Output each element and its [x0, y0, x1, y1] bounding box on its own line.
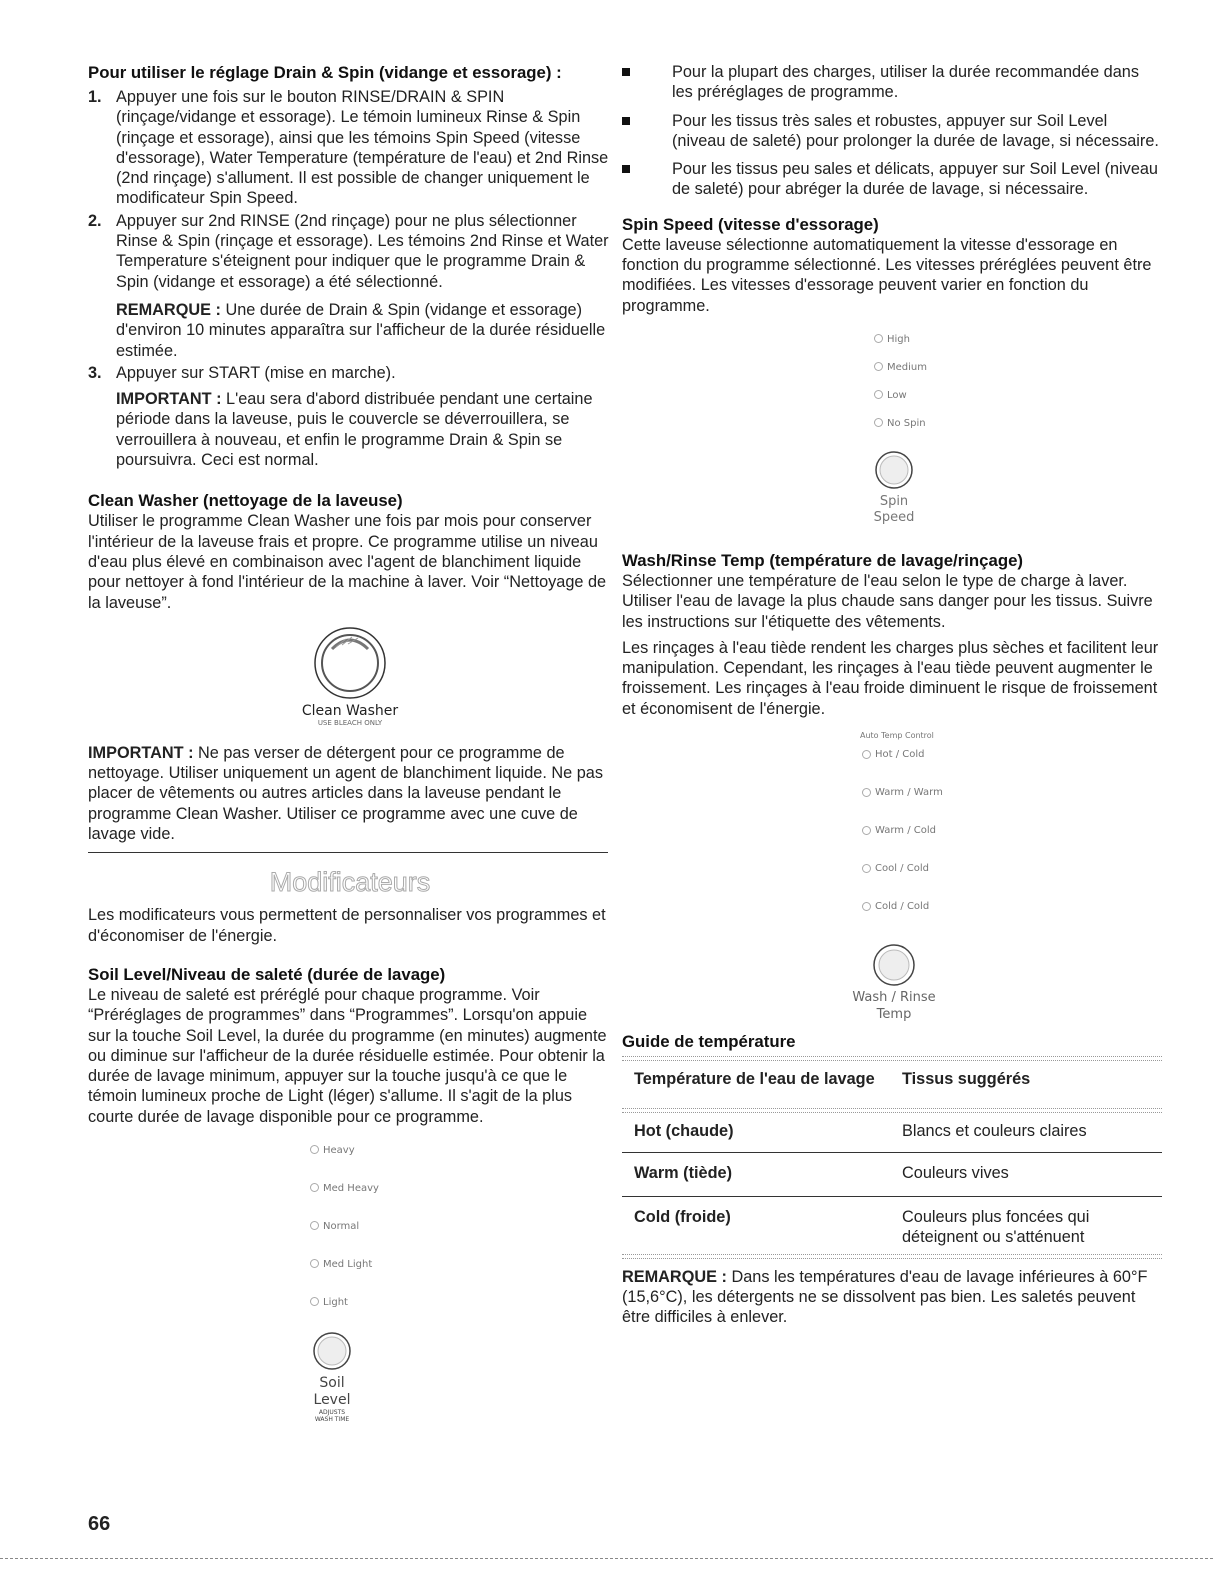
soil-level-heading: Soil Level/Niveau de saleté (durée de lavage): [88, 964, 446, 984]
indicator-light-icon: [310, 1183, 319, 1192]
table-bottom-rule: [622, 1254, 1162, 1259]
modificateurs-title: Modificateurs: [269, 867, 431, 898]
clean-washer-knob-label: Clean Washer: [301, 702, 399, 719]
important-label: IMPORTANT :: [88, 743, 194, 762]
soil-level-knob-label: Soil Level ADJUSTS WASH TIME: [313, 1374, 351, 1423]
soil-level-option: Light: [310, 1297, 379, 1327]
soil-level-tips: [622, 62, 1162, 200]
indicator-light-icon: [874, 418, 883, 427]
table-cell-fabric: Couleurs plus foncées qui déteignent ou s'atténuent: [902, 1207, 1090, 1247]
indicator-light-icon: [862, 750, 871, 759]
table-cell-temp: Cold (froide): [634, 1207, 731, 1226]
wash-temp-option: Cool / Cold: [862, 863, 943, 901]
soil-level-text: Le niveau de saleté est préréglé pour chaque programme. Voir “Préréglages de programmes” dans “Programmes”. Lorsqu'on appuie sur la touche Soil Level, la durée du programme (en minutes) augmente ou diminue sur l'afficheur de la durée résiduelle estimée. Pour obtenir la durée de lavage minimum, appuyer sur la touche jusqu'à ce que le témoin lumineux proche de Light (léger) s'allume. Il s'agit de la plus courte durée de lavage disponible pour ce programme.: [88, 985, 607, 1126]
wash-rinse-knob-label: Wash / Rinse Temp: [852, 990, 936, 1023]
indicator-light-icon: [874, 334, 883, 343]
spin-speed-option: Medium: [874, 362, 927, 390]
wash-rinse-list: [862, 749, 943, 931]
indicator-light-icon: [862, 826, 871, 835]
wash-rinse-figure: [622, 731, 1162, 1031]
table-row: [622, 1197, 1162, 1254]
spin-speed-text: Cette laveuse sélectionne automatiquement la vitesse d'essorage en fonction du programme sélectionné. Les vitesses préréglées peuvent être modifiées. Les vitesses d'essorage peuvent varier en fonction du programme.: [622, 235, 1152, 315]
table-cell-temp: Warm (tiède): [634, 1164, 732, 1183]
right-column: [622, 62, 1162, 1327]
auto-temp-control-label: Auto Temp Control: [860, 731, 934, 741]
step-3: [88, 363, 612, 470]
soil-level-option: Med Heavy: [310, 1183, 379, 1221]
wash-rinse-heading: Wash/Rinse Temp (température de lavage/rinçage): [622, 550, 1024, 570]
soil-level-option: Normal: [310, 1221, 379, 1259]
note-text: Une durée de Drain & Spin (vidange et essorage) d'environ 10 minutes apparaîtra sur l'afficheur de la durée résiduelle estimée.: [116, 300, 606, 360]
list-item: Pour la plupart des charges, utiliser la durée recommandée dans les préréglages de programme.: [622, 62, 1162, 103]
step-2: [88, 211, 612, 361]
wash-temp-option: Warm / Warm: [862, 787, 943, 825]
spin-speed-figure: [622, 324, 1162, 544]
indicator-light-icon: [310, 1221, 319, 1230]
clean-washer-text: Utiliser le programme Clean Washer une fois par mois pour conserver l'intérieur de la laveuse frais et propre. Ce programme utilise un niveau d'eau plus élevé en combinaison avec l'agent de blanchiment liquide pour nettoyer à fond l'intérieur de la machine à laver. Voir “Nettoyage de la laveuse”.: [88, 512, 607, 612]
indicator-light-icon: [862, 902, 871, 911]
step-1: [88, 87, 612, 209]
indicator-light-icon: [874, 362, 883, 371]
soil-level-figure: [88, 1137, 612, 1437]
step-text: Appuyer sur START (mise en marche).: [116, 363, 396, 382]
step-number: 2.: [88, 211, 102, 230]
clean-washer-heading: Clean Washer (nettoyage de la laveuse): [88, 491, 403, 511]
clean-washer-knob-sublabel: USE BLEACH ONLY: [317, 718, 383, 727]
note-label: REMARQUE :: [622, 1267, 727, 1286]
spin-speed-knob-label: Spin Speed: [873, 493, 915, 525]
bottom-rule: [0, 1558, 1213, 1559]
table-row: [622, 1153, 1162, 1196]
indicator-light-icon: [310, 1145, 319, 1154]
list-item: Pour les tissus peu sales et délicats, appuyer sur Soil Level (niveau de saleté) pour abréger la durée de lavage, si nécessaire.: [622, 159, 1162, 200]
spin-speed-knob-icon: [874, 450, 914, 490]
spin-speed-option: No Spin: [874, 418, 927, 446]
clean-washer-knob-figure: [88, 625, 612, 727]
table-cell-fabric: Couleurs vives: [902, 1164, 1009, 1183]
drain-spin-steps: [88, 87, 612, 470]
note-text: Dans les températures d'eau de lavage inférieures à 60°F (15,6°C), les détergents ne se dissolvent pas bien. Les saletés peuvent être difficiles à enlever.: [622, 1267, 1148, 1327]
step-number: 1.: [88, 88, 102, 106]
note-text: L'eau sera d'abord distribuée pendant une certaine période dans la laveuse, puis le couvercle se déverrouillera, se verrouillera à nouveau, et enfin le programme Drain & Spin se poursuivra. Ceci est normal.: [116, 390, 593, 470]
step-number: 3.: [88, 363, 102, 382]
temperature-guide-table: [622, 1069, 1162, 1259]
table-header-row: [622, 1069, 1162, 1108]
table-cell-temp: Hot (chaude): [634, 1121, 734, 1140]
note-label: REMARQUE :: [116, 300, 221, 319]
modificateurs-intro: Les modificateurs vous permettent de personnaliser vos programmes et d'économiser de l'énergie.: [88, 906, 606, 945]
clean-washer-knob-icon: [312, 625, 388, 701]
table-cell-fabric: Blancs et couleurs claires: [902, 1121, 1087, 1140]
indicator-light-icon: [310, 1259, 319, 1268]
spin-speed-heading: Spin Speed (vitesse d'essorage): [622, 214, 879, 234]
drain-spin-heading: Pour utiliser le réglage Drain & Spin (vidange et essorage) :: [88, 63, 562, 82]
table-row: [622, 1113, 1162, 1153]
table-header-fabric: Tissus suggérés: [902, 1070, 1031, 1089]
step-note: [116, 300, 612, 361]
wash-rinse-text-2: Les rinçages à l'eau tiède rendent les charges plus sèches et facilitent leur manipulation. Cependant, les rinçages à l'eau tiède peuvent augmenter le froissement. Les rinçages à l'eau froide diminuent le risque de froissement et économisent de l'énergie.: [622, 638, 1159, 718]
soil-level-option: Med Light: [310, 1259, 379, 1297]
step-text: Appuyer une fois sur le bouton RINSE/DRAIN & SPIN (rinçage/vidange et essorage). Le témoin lumineux Rinse & Spin (rinçage et essorage), ainsi que les témoins Spin Speed (vitesse d'essorage), Water Temperature (température de l'eau) et 2nd Rinse (2nd rinçage) s'allument. Il est possible de changer uniquement le modificateur Spin Speed.: [116, 88, 609, 208]
step-note: [116, 389, 612, 470]
note-label: IMPORTANT :: [116, 390, 222, 409]
list-item: Pour les tissus très sales et robustes, appuyer sur Soil Level (niveau de saleté) pour prolonger la durée de lavage, si nécessaire.: [622, 111, 1162, 152]
spin-speed-option: Low: [874, 390, 927, 418]
soil-level-option: Heavy: [310, 1145, 379, 1183]
wash-rinse-knob-icon: [872, 943, 916, 987]
wash-temp-option: Hot / Cold: [862, 749, 943, 787]
soil-level-list: [310, 1145, 379, 1327]
indicator-light-icon: [862, 864, 871, 873]
soil-level-knob-icon: [312, 1331, 352, 1371]
wash-rinse-text-1: Sélectionner une température de l'eau selon le type de charge à laver. Utiliser l'eau de lavage la plus chaude sans danger pour les tissus. Suivre les instructions sur l'étiquette des vêtements.: [622, 571, 1153, 631]
table-header-temp: Température de l'eau de lavage: [634, 1070, 875, 1089]
guide-top-rule: [622, 1056, 1162, 1061]
wash-temp-option: Cold / Cold: [862, 901, 943, 931]
section-divider: [88, 852, 608, 853]
page-number: 66: [88, 1513, 111, 1535]
step-text: Appuyer sur 2nd RINSE (2nd rinçage) pour ne plus sélectionner Rinse & Spin (rinçage et essorage). Les témoins 2nd Rinse et Water Temperature s'éteignent pour indiquer que le programme Drain & Spin (vidange et essorage) a été sélectionné.: [116, 211, 609, 291]
spin-speed-list: [874, 334, 927, 446]
guide-note: [622, 1267, 1162, 1328]
indicator-light-icon: [874, 390, 883, 399]
indicator-light-icon: [862, 788, 871, 797]
spin-speed-option: High: [874, 334, 927, 362]
important-text: Ne pas verser de détergent pour ce programme de nettoyage. Utiliser uniquement un agent de blanchiment liquide. Ne pas placer de vêtements ou autres articles dans la laveuse pendant le programme Clean Washer. Utiliser ce programme avec une cuve de lavage vide.: [88, 743, 603, 844]
clean-washer-important: [88, 743, 612, 844]
guide-heading: Guide de température: [622, 1032, 796, 1052]
left-column: [88, 62, 612, 1437]
wash-temp-option: Warm / Cold: [862, 825, 943, 863]
indicator-light-icon: [310, 1297, 319, 1306]
